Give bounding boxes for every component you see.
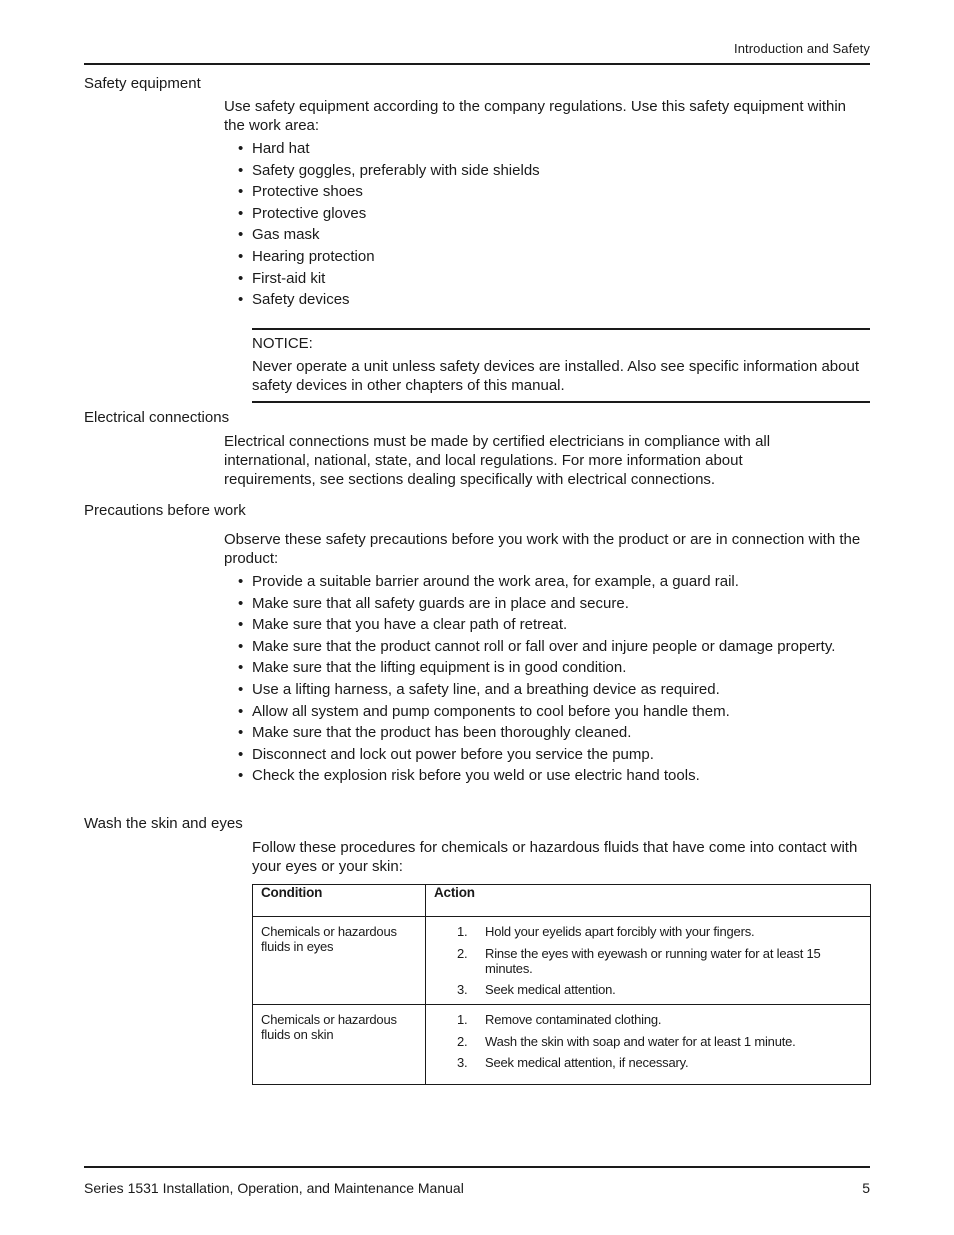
list-item: • Gas mask [238, 225, 858, 244]
list-item: • Make sure that the product has been thoroughly cleaned. [238, 723, 838, 742]
heading-precautions: Precautions before work [84, 502, 246, 519]
precautions-intro: Observe these safety precautions before you work with the product or are in connection with the product: [224, 531, 861, 567]
table-row [253, 1005, 871, 1085]
page-number: 5 [862, 1180, 870, 1196]
column-header-action: Action [426, 885, 871, 917]
list-item: • Protective shoes [238, 182, 858, 201]
action-steps [434, 924, 862, 997]
list-item: • Use a lifting harness, a safety line, and a breathing device as required. [238, 680, 838, 699]
heading-safety-equipment: Safety equipment [84, 75, 201, 92]
list-item: • Make sure that you have a clear path of retreat. [238, 615, 838, 634]
table-row [253, 917, 871, 1005]
list-item: • First-aid kit [238, 269, 858, 288]
action-step: 2. Wash the skin with soap and water for at least 1 minute. [457, 1033, 796, 1049]
safety-equipment-list [238, 139, 858, 312]
action-steps [434, 1012, 862, 1070]
column-header-condition: Condition [253, 885, 426, 917]
action-step: 1. Remove contaminated clothing. [457, 1012, 662, 1028]
action-cell [426, 1005, 871, 1085]
notice-box [252, 328, 870, 403]
action-cell [426, 917, 871, 1005]
electrical-text: Electrical connections must be made by certified electricians in compliance with all international, national, state, and local regulations. For more information about requirements, see sections dealing specifically with electrical connections. [224, 433, 771, 488]
heading-electrical-connections: Electrical connections [84, 409, 230, 426]
list-item: • Hearing protection [238, 247, 858, 266]
list-item: • Disconnect and lock out power before you service the pump. [238, 745, 838, 764]
list-item: • Safety devices [238, 290, 858, 309]
list-item: • Safety goggles, preferably with side shields [238, 161, 858, 180]
footer-divider [84, 1166, 870, 1168]
action-step: 3. Seek medical attention. [457, 982, 616, 998]
action-step: 1. Hold your eyelids apart forcibly with your fingers. [457, 924, 755, 939]
footer-manual-title: Series 1531 Installation, Operation, and Maintenance Manual [84, 1180, 464, 1196]
list-item: • Make sure that the product cannot roll or fall over and injure people or damage property. [238, 637, 838, 656]
list-item: • Make sure that all safety guards are in place and secure. [238, 594, 838, 613]
list-item: • Protective gloves [238, 204, 858, 223]
wash-intro: Follow these procedures for chemicals or hazardous fluids that have come into contact with your eyes or your skin: [252, 839, 858, 875]
heading-wash-skin-eyes: Wash the skin and eyes [84, 815, 243, 832]
list-item: • Check the explosion risk before you weld or use electric hand tools. [238, 766, 838, 785]
list-item: • Provide a suitable barrier around the work area, for example, a guard rail. [238, 572, 838, 591]
wash-procedures-table [252, 884, 871, 1085]
precautions-list [238, 572, 838, 788]
list-item: • Allow all system and pump components to cool before you handle them. [238, 702, 838, 721]
table-header-row [253, 885, 871, 917]
running-header: Introduction and Safety [733, 41, 870, 56]
condition-cell: Chemicals or hazardous fluids in eyes [253, 917, 426, 1005]
safety-equipment-intro: Use safety equipment according to the company regulations. Use this safety equipment within the work area: [224, 98, 847, 134]
notice-title: NOTICE: [252, 335, 313, 352]
header-divider [84, 63, 870, 65]
list-item: • Hard hat [238, 139, 858, 158]
list-item: • Make sure that the lifting equipment is in good condition. [238, 658, 838, 677]
condition-cell: Chemicals or hazardous fluids on skin [253, 1005, 426, 1085]
action-step: 3. Seek medical attention, if necessary. [457, 1055, 689, 1071]
action-step: 2. Rinse the eyes with eyewash or running water for at least 15 minutes. [457, 945, 821, 976]
notice-text: Never operate a unit unless safety devices are installed. Also see specific information about safety devices in other chapters of this manual. [252, 358, 860, 394]
